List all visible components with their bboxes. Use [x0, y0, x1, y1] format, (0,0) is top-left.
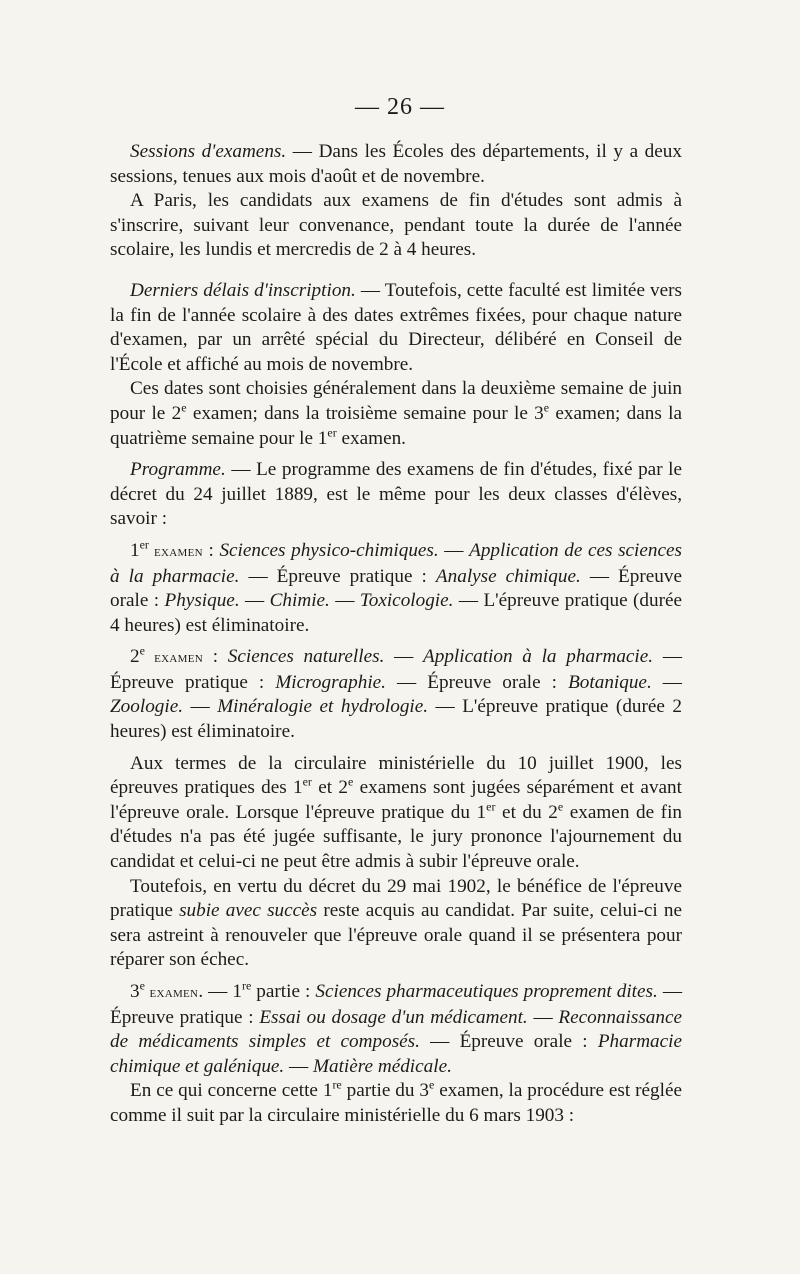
- text-run: examen; dans la quatrième semaine pour le 1: [110, 402, 682, 449]
- text-run: examen.: [336, 427, 406, 449]
- text-run: —: [527, 1006, 559, 1028]
- superscript: er: [139, 537, 149, 552]
- text-run: Chimie.: [269, 590, 330, 612]
- text-run: partie du 3: [341, 1080, 429, 1102]
- text-run: Sciences naturelles.: [227, 646, 385, 668]
- paragraph-paris: A Paris, les candidats aux examens de fin d'études sont admis à s'inscrire, suivant leur convenance, pendant toute la durée de l'année scolaire, les lundis et mercredis de 2 à 4 heures.: [110, 190, 682, 261]
- paragraph-dates: [110, 377, 682, 451]
- exam-label: examen: [148, 542, 203, 560]
- body-text: [110, 140, 682, 1129]
- text-run: partie :: [251, 981, 316, 1002]
- exam-number: 2: [130, 646, 140, 668]
- paragraph-examen-2: [110, 645, 682, 744]
- text-run: Application à la pharmacie.: [423, 646, 654, 668]
- superscript: e: [543, 400, 550, 415]
- text-run: —: [284, 1055, 314, 1077]
- text-run: :: [202, 539, 220, 561]
- paragraph-text: — Dans les Écoles des départements, il y a deux sessions, tenues aux mois d'août et de novembre.: [110, 141, 682, 187]
- text-run: examens sont jugées séparément et avant l'épreuve orale. Lorsque l'épreuve pratique du 1: [110, 777, 682, 823]
- text-run: Application de ces sciences à la pharmacie.: [110, 539, 682, 587]
- superscript: re: [241, 978, 252, 993]
- exam-number: 3: [130, 981, 140, 1002]
- text-run: —: [239, 590, 270, 612]
- text-run: En ce qui concerne cette 1: [130, 1080, 333, 1102]
- paragraph-procedure: [110, 1079, 682, 1128]
- superscript: e: [181, 400, 187, 415]
- paragraph-circulaire-1900: [110, 752, 682, 875]
- paragraph-sessions: [110, 140, 682, 189]
- paragraph-programme: [110, 458, 682, 532]
- text-run: :: [203, 646, 228, 668]
- text-run: examen, la procédure est réglée comme il suit par la circulaire ministérielle du 6 mars 1903 :: [110, 1080, 682, 1126]
- text-run: — Épreuve orale :: [385, 671, 569, 693]
- text-run: subie avec succès: [179, 900, 318, 922]
- superscript: e: [139, 643, 145, 658]
- superscript: er: [327, 425, 337, 440]
- paragraph-examen-3: [110, 980, 682, 1079]
- text-run: —: [384, 646, 424, 668]
- text-run: — Épreuve pratique :: [110, 646, 682, 693]
- text-run: Sciences pharmaceutiques proprement dites.: [315, 981, 658, 1002]
- text-run: — L'épreuve pratique (durée 2 heures) est éliminatoire.: [110, 696, 683, 743]
- text-run: Aux termes de la circulaire ministérielle du 10 juillet 1900, les épreuves pratiques des 1: [110, 752, 682, 799]
- paragraph-delais: [110, 279, 682, 377]
- text-run: Micrographie.: [275, 671, 386, 693]
- exam-label: examen: [144, 984, 199, 1001]
- superscript: er: [486, 799, 496, 814]
- text-run: Minéralogie et hydrologie.: [217, 696, 429, 718]
- text-run: — Épreuve orale :: [419, 1031, 598, 1053]
- text-run: Reconnaissance de médicaments simples et composés.: [110, 1006, 683, 1053]
- paragraph-examen-1: [110, 539, 682, 638]
- text-run: Physique.: [164, 590, 240, 612]
- text-run: — L'épreuve pratique (durée 4 heures) est éliminatoire.: [110, 590, 682, 636]
- text-run: Pharmacie chimique et galénique.: [110, 1031, 683, 1077]
- text-run: — Épreuve orale :: [110, 565, 682, 612]
- superscript: re: [332, 1077, 342, 1092]
- superscript: e: [347, 774, 354, 789]
- text-run: —: [183, 696, 218, 718]
- text-run: reste acquis au candidat. Par suite, celui-ci ne sera astreint à renouveler que l'épreuve orale quand il se présentera pour réparer son échec.: [110, 900, 682, 971]
- text-run: Ces dates sont choisies généralement dans la deuxième semaine de juin pour le 2: [110, 378, 682, 424]
- text-run: Toutefois, en vertu du décret du 29 mai 1902, le bénéfice de l'épreuve pratique: [110, 875, 682, 922]
- text-run: Essai ou dosage d'un médicament.: [259, 1006, 528, 1028]
- text-run: Matière médicale.: [313, 1055, 452, 1077]
- text-run: Botanique.: [568, 671, 652, 693]
- section-title: Derniers délais d'inscription.: [130, 279, 356, 301]
- paragraph-decret-1902: [110, 875, 682, 973]
- text-run: et du 2: [495, 801, 558, 823]
- section-title: Sessions d'examens.: [130, 141, 287, 162]
- exam-label: examen: [144, 649, 203, 667]
- text-run: examen; dans la troisième semaine pour le 3: [186, 402, 544, 424]
- text-run: et 2: [311, 777, 348, 799]
- text-run: . — 1: [198, 981, 242, 1002]
- text-run: —: [651, 671, 682, 693]
- paragraph-text: — Le programme des examens de fin d'études, fixé par le décret du 24 juillet 1889, est le même pour les deux classes d'élèves, savoir :: [110, 459, 682, 530]
- paragraph-text: — Toutefois, cette faculté est limitée vers la fin de l'année scolaire à des dates extrêmes fixées, pour chaque nature d'examen, par un arrêté spécial du Directeur, délibéré en Conseil de l'École et affiché au mois de novembre.: [110, 279, 682, 375]
- text-run: examen de fin d'études n'a pas été jugée suffisante, le jury prononce l'ajournement du candidat et celui-ci ne peut être admis à subir l'épreuve orale.: [110, 801, 682, 873]
- page-number: — 26 —: [355, 94, 445, 120]
- superscript: e: [428, 1077, 435, 1092]
- text-run: —: [438, 539, 470, 561]
- text-run: Sciences physico-chimiques.: [219, 539, 439, 561]
- text-run: — Épreuve pratique :: [110, 981, 683, 1028]
- superscript: e: [557, 799, 564, 814]
- superscript: er: [302, 774, 312, 789]
- superscript: e: [139, 978, 145, 993]
- text-run: Analyse chimique.: [435, 565, 581, 587]
- exam-number: 1: [130, 539, 140, 561]
- text-run: — Épreuve pratique :: [239, 565, 436, 587]
- text-run: Zoologie.: [110, 696, 184, 718]
- section-title: Programme.: [130, 459, 226, 481]
- text-run: Toxicologie.: [359, 590, 454, 612]
- text-run: —: [329, 590, 360, 612]
